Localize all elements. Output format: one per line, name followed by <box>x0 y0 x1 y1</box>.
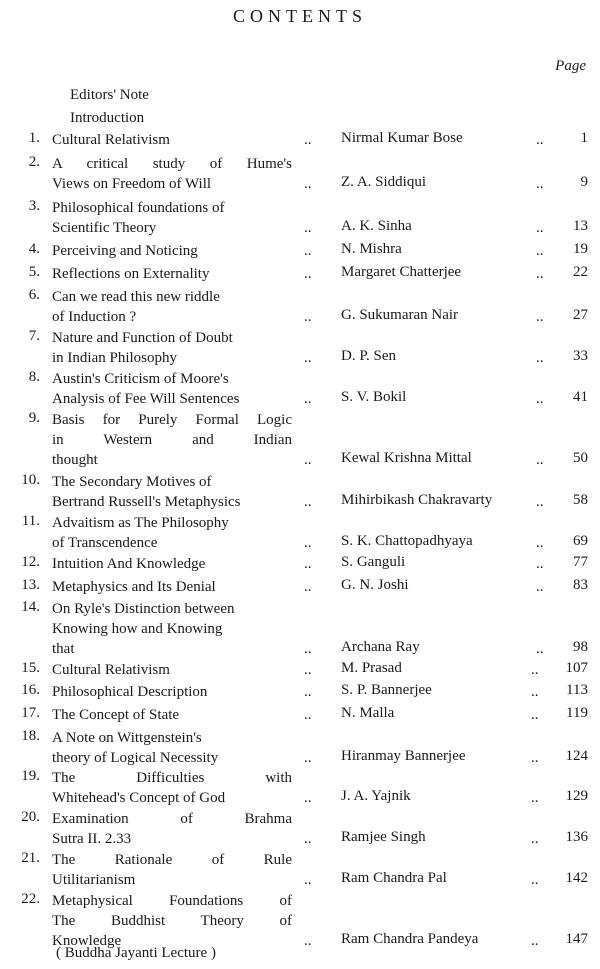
entry-title-line: Knowing how and Knowing <box>52 621 223 637</box>
entry-page-number: 1 <box>580 130 588 146</box>
entry-page-number: 83 <box>573 577 588 593</box>
entry-author: S. P. Bannerjee <box>341 682 432 698</box>
entry-title-line: Basis for Purely Formal Logic <box>52 412 292 428</box>
leader-dots: .. <box>304 831 312 847</box>
entry-number: 3. <box>28 198 40 214</box>
entry-page-number: 147 <box>565 931 588 947</box>
entry-author: Ram Chandra Pal <box>341 870 447 886</box>
entry-title <box>52 660 292 680</box>
entry-author: Ram Chandra Pandeya <box>341 931 479 947</box>
leader-dots: .. <box>304 933 312 949</box>
leader-dots: .. <box>304 132 312 148</box>
entry-author: Nirmal Kumar Bose <box>341 130 463 146</box>
entry-title-line: theory of Logical Necessity <box>52 750 219 766</box>
leader-dots: .. <box>304 220 312 236</box>
entry-number: 5. <box>28 264 40 280</box>
entry-title-line: Intuition And Knowledge <box>52 556 206 572</box>
entry-page-number: 22 <box>573 264 588 280</box>
entry-title-line: Knowledge <box>52 933 122 949</box>
entry-page-number: 77 <box>573 554 588 570</box>
entry-title <box>52 891 292 951</box>
front-matter-editors-note: Editors' Note <box>70 87 149 103</box>
entry-title-line: in Indian Philosophy <box>52 350 178 366</box>
entry-title <box>52 198 292 238</box>
contents-entry <box>0 154 600 198</box>
entry-title-line: Metaphysical Foundations of <box>52 893 292 909</box>
entry-page-number: 27 <box>573 307 588 323</box>
entry-author: Hiranmay Bannerjee <box>341 748 466 764</box>
entry-title-line: that <box>52 641 75 657</box>
leader-dots: .. <box>536 309 544 325</box>
contents-entry <box>0 287 600 328</box>
leader-dots: .. <box>304 750 312 766</box>
entry-author: Margaret Chatterjee <box>341 264 462 280</box>
entry-title <box>52 513 292 553</box>
leader-dots: .. <box>304 350 312 366</box>
entry-author: Ramjee Singh <box>341 829 426 845</box>
entry-title-line: The Concept of State <box>52 707 180 723</box>
entry-title-line: Reflections on Externality <box>52 266 210 282</box>
contents-entry <box>0 369 600 410</box>
entry-title-line: Austin's Criticism of Moore's <box>52 371 229 387</box>
leader-dots: .. <box>304 452 312 468</box>
entry-title-line: thought <box>52 452 98 468</box>
entry-title <box>52 577 292 597</box>
entry-title-line: Whitehead's Concept of God <box>52 790 226 806</box>
leader-dots: .. <box>536 266 544 282</box>
entry-title-line: Philosophical Description <box>52 684 208 700</box>
entry-number: 11. <box>21 513 40 529</box>
entry-page-number: 41 <box>573 389 588 405</box>
entry-title <box>52 241 292 261</box>
entry-title-line: Views on Freedom of Will <box>52 176 212 192</box>
entry-page-number: 9 <box>580 174 588 190</box>
entry-number: 2. <box>28 154 40 170</box>
entry-page-number: 129 <box>565 788 588 804</box>
entry-number: 6. <box>28 287 40 303</box>
contents-entry <box>0 328 600 369</box>
leader-dots: .. <box>536 535 544 551</box>
contents-list <box>0 130 600 951</box>
leader-dots: .. <box>304 243 312 259</box>
entry-number: 20. <box>21 809 40 825</box>
leader-dots: .. <box>536 243 544 259</box>
leader-dots: .. <box>531 750 539 766</box>
lecture-note: ( Buddha Jayanti Lecture ) <box>56 945 216 961</box>
entry-title <box>52 850 292 890</box>
contents-entry <box>0 264 600 287</box>
contents-entry <box>0 241 600 264</box>
leader-dots: .. <box>536 579 544 595</box>
entry-title <box>52 369 292 409</box>
leader-dots: .. <box>536 641 544 657</box>
contents-entry <box>0 682 600 705</box>
entry-title <box>52 809 292 849</box>
entry-title-line: Perceiving and Noticing <box>52 243 198 259</box>
leader-dots: .. <box>304 707 312 723</box>
entry-title <box>52 768 292 808</box>
entry-title <box>52 154 292 194</box>
entry-page-number: 98 <box>573 639 588 655</box>
page-title: CONTENTS <box>233 6 367 26</box>
front-matter-introduction: Introduction <box>70 110 145 126</box>
entry-page-number: 119 <box>566 705 588 721</box>
entry-page-number: 136 <box>565 829 588 845</box>
leader-dots: .. <box>536 220 544 236</box>
entry-title <box>52 410 292 470</box>
entry-title <box>52 554 292 574</box>
entry-number: 16. <box>21 682 40 698</box>
entry-title-line: Philosophical foundations of <box>52 200 225 216</box>
entry-author: S. K. Chattopadhyaya <box>341 533 473 549</box>
contents-entry <box>0 472 600 513</box>
leader-dots: .. <box>531 790 539 806</box>
leader-dots: .. <box>304 391 312 407</box>
leader-dots: .. <box>304 684 312 700</box>
entry-title-line: The Buddhist Theory of <box>52 913 292 929</box>
entry-title-line: On Ryle's Distinction between <box>52 601 235 617</box>
entry-author: Kewal Krishna Mittal <box>341 450 472 466</box>
leader-dots: .. <box>304 872 312 888</box>
entry-author: G. N. Joshi <box>341 577 409 593</box>
entry-number: 17. <box>21 705 40 721</box>
entry-author: S. Ganguli <box>341 554 406 570</box>
contents-entry <box>0 410 600 472</box>
entry-title-line: Cultural Relativism <box>52 132 170 148</box>
entry-number: 4. <box>28 241 40 257</box>
leader-dots: .. <box>304 662 312 678</box>
entry-author: Archana Ray <box>341 639 420 655</box>
contents-entry <box>0 577 600 599</box>
entry-title-line: of Induction ? <box>52 309 137 325</box>
entry-page-number: 124 <box>565 748 588 764</box>
entry-number: 13. <box>21 577 40 593</box>
entry-title-line: Utilitarianism <box>52 872 136 888</box>
leader-dots: .. <box>531 684 539 700</box>
entry-title <box>52 264 292 284</box>
leader-dots: .. <box>531 707 539 723</box>
entry-page-number: 142 <box>565 870 588 886</box>
leader-dots: .. <box>304 535 312 551</box>
entry-title-line: of Transcendence <box>52 535 158 551</box>
contents-entry <box>0 599 600 660</box>
entry-title-line: Scientific Theory <box>52 220 157 236</box>
leader-dots: .. <box>304 579 312 595</box>
entry-title-line: Cultural Relativism <box>52 662 170 678</box>
entry-author: D. P. Sen <box>341 348 397 364</box>
entry-title <box>52 287 292 327</box>
entry-author: G. Sukumaran Nair <box>341 307 459 323</box>
entry-author: N. Malla <box>341 705 395 721</box>
entry-title-line: The Difficulties with <box>52 770 292 786</box>
contents-entry <box>0 198 600 241</box>
entry-author: J. A. Yajnik <box>341 788 411 804</box>
entry-number: 18. <box>21 728 40 744</box>
contents-entry <box>0 850 600 891</box>
entry-number: 12. <box>21 554 40 570</box>
contents-entry <box>0 768 600 809</box>
leader-dots: .. <box>536 556 544 572</box>
leader-dots: .. <box>304 790 312 806</box>
entry-title <box>52 599 292 659</box>
entry-title-line: Examination of Brahma <box>52 811 292 827</box>
entry-number: 19. <box>21 768 40 784</box>
contents-entry <box>0 809 600 850</box>
entry-title-line: Analysis of Fee Will Sentences <box>52 391 240 407</box>
entry-number: 14. <box>21 599 40 615</box>
leader-dots: .. <box>531 662 539 678</box>
leader-dots: .. <box>304 309 312 325</box>
entry-title-line: A critical study of Hume's <box>52 156 292 172</box>
leader-dots: .. <box>304 266 312 282</box>
contents-entry <box>0 513 600 554</box>
entry-page-number: 13 <box>573 218 588 234</box>
entry-title <box>52 130 292 150</box>
entry-page-number: 19 <box>573 241 588 257</box>
contents-entry <box>0 660 600 682</box>
entry-title-line: Bertrand Russell's Metaphysics <box>52 494 241 510</box>
entry-title <box>52 728 292 768</box>
leader-dots: .. <box>536 452 544 468</box>
leader-dots: .. <box>304 176 312 192</box>
entry-author: N. Mishra <box>341 241 402 257</box>
entry-title <box>52 705 292 725</box>
entry-title-line: A Note on Wittgenstein's <box>52 730 202 746</box>
entry-number: 7. <box>28 328 40 344</box>
entry-title-line: Sutra II. 2.33 <box>52 831 132 847</box>
leader-dots: .. <box>531 872 539 888</box>
leader-dots: .. <box>536 494 544 510</box>
entry-title <box>52 472 292 512</box>
leader-dots: .. <box>536 176 544 192</box>
entry-title-line: Metaphysics and Its Denial <box>52 579 216 595</box>
leader-dots: .. <box>304 556 312 572</box>
entry-number: 9. <box>28 410 40 426</box>
leader-dots: .. <box>531 933 539 949</box>
contents-entry <box>0 554 600 577</box>
entry-title <box>52 328 292 368</box>
entry-author: M. Prasad <box>341 660 402 676</box>
contents-entry <box>0 728 600 768</box>
contents-entry <box>0 891 600 951</box>
entry-number: 21. <box>21 850 40 866</box>
entry-author: A. K. Sinha <box>341 218 412 234</box>
leader-dots: .. <box>536 391 544 407</box>
entry-page-number: 58 <box>573 492 588 508</box>
entry-page-number: 113 <box>566 682 588 698</box>
entry-title-line: in Western and Indian <box>52 432 292 448</box>
entry-number: 22. <box>21 891 40 907</box>
entry-title-line: Can we read this new riddle <box>52 289 220 305</box>
contents-entry <box>0 130 600 154</box>
entry-page-number: 69 <box>573 533 588 549</box>
entry-number: 1. <box>28 130 40 146</box>
entry-title-line: Nature and Function of Doubt <box>52 330 233 346</box>
entry-page-number: 50 <box>573 450 588 466</box>
leader-dots: .. <box>304 641 312 657</box>
entry-author: S. V. Bokil <box>341 389 407 405</box>
entry-number: 8. <box>28 369 40 385</box>
entry-page-number: 33 <box>573 348 588 364</box>
entry-author: Mihirbikash Chakravarty <box>341 492 493 508</box>
entry-number: 10. <box>21 472 40 488</box>
entry-author: Z. A. Siddiqui <box>341 174 427 190</box>
entry-title-line: The Rationale of Rule <box>52 852 292 868</box>
leader-dots: .. <box>304 494 312 510</box>
leader-dots: .. <box>536 350 544 366</box>
entry-number: 15. <box>21 660 40 676</box>
entry-page-number: 107 <box>565 660 588 676</box>
leader-dots: .. <box>536 132 544 148</box>
leader-dots: .. <box>531 831 539 847</box>
page-column-label: Page <box>555 58 586 74</box>
contents-entry <box>0 705 600 728</box>
entry-title-line: The Secondary Motives of <box>52 474 212 490</box>
entry-title <box>52 682 292 702</box>
entry-title-line: Advaitism as The Philosophy <box>52 515 229 531</box>
